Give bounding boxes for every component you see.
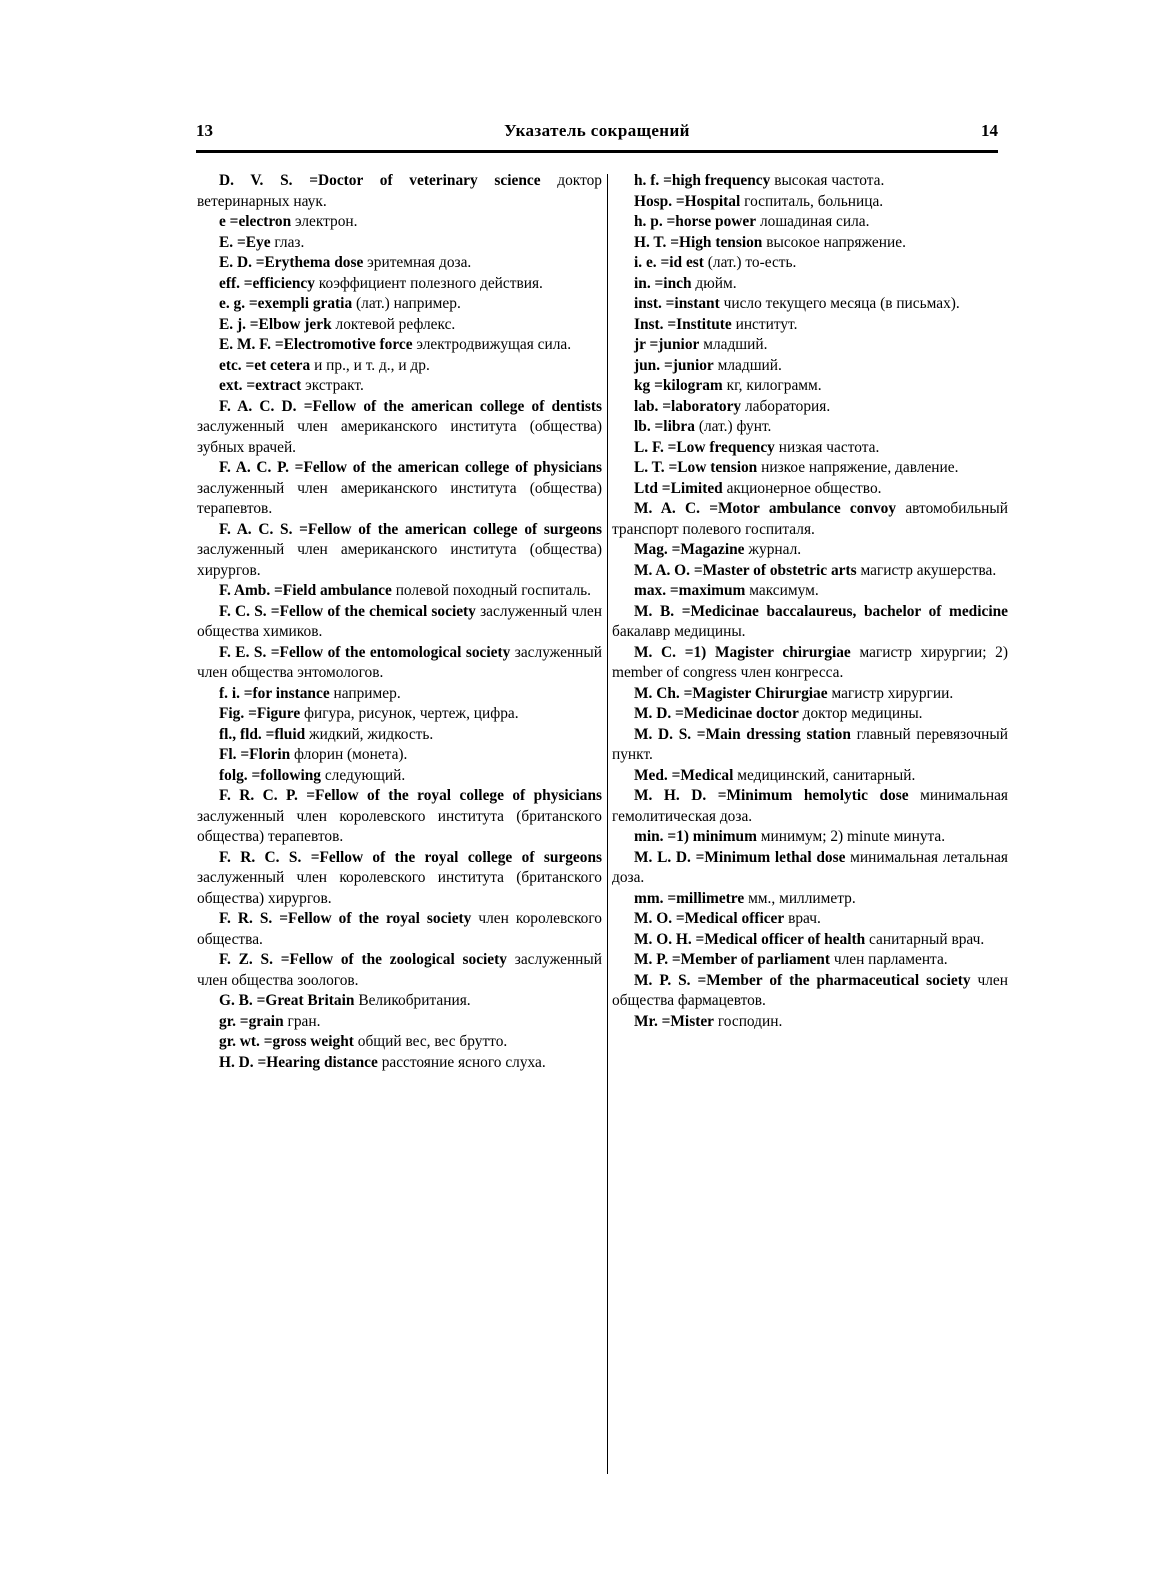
entry-definition: дюйм.: [695, 274, 737, 292]
entry-abbreviation: Inst. =Institute: [634, 315, 732, 333]
dictionary-entry: [612, 294, 1008, 315]
entry-abbreviation: fl., fld. =fluid: [219, 725, 306, 743]
dictionary-entry: [612, 233, 1008, 254]
entry-abbreviation: F. A. C. S. =Fellow of the american college of surgeons: [219, 520, 602, 538]
entry-definition: экстракт.: [305, 377, 364, 394]
entry-definition: низкая частота.: [778, 438, 880, 456]
entry-definition: электродвижущая сила.: [416, 336, 572, 353]
entry-abbreviation: M. O. H. =Medical officer of health: [634, 930, 866, 948]
entry-abbreviation: E. =Eye: [219, 233, 271, 251]
entry-definition: госпиталь, больница.: [744, 192, 884, 210]
dictionary-entry: [612, 725, 1008, 766]
dictionary-entry: [612, 827, 1008, 848]
dictionary-entry: [612, 417, 1008, 438]
entry-abbreviation: Mag. =Magazine: [634, 541, 745, 558]
dictionary-entry: [612, 561, 1008, 582]
entry-abbreviation: e. g. =exempli gratia: [219, 295, 353, 312]
dictionary-entry: [612, 540, 1008, 561]
entry-definition: журнал.: [748, 541, 802, 558]
dictionary-entry: [612, 315, 1008, 336]
entry-definition: заслуженный член общества зоологов.: [197, 951, 602, 989]
entry-abbreviation: gr. wt. =gross weight: [219, 1033, 354, 1050]
page-number-left: 13: [196, 121, 213, 140]
dictionary-entry: [197, 1053, 602, 1074]
entry-abbreviation: M. P. S. =Member of the pharmaceutical society: [634, 971, 971, 989]
dictionary-entry: [197, 766, 602, 787]
entry-abbreviation: M. L. D. =Minimum lethal dose: [634, 848, 846, 866]
entry-abbreviation: E. D. =Erythema dose: [219, 254, 364, 271]
dictionary-entry: [612, 684, 1008, 705]
dictionary-entry: [197, 704, 602, 725]
dictionary-entry: [197, 397, 602, 459]
entry-definition: фигура, рисунок, чертеж, цифра.: [304, 705, 519, 722]
dictionary-entry: [612, 356, 1008, 377]
entry-abbreviation: Hosp. =Hospital: [634, 192, 741, 210]
dictionary-entry: [612, 499, 1008, 540]
entry-abbreviation: M. Ch. =Magister Chirurgiae: [634, 684, 828, 702]
dictionary-entry: [197, 356, 602, 377]
entry-definition: число текущего месяца (в письмах).: [723, 295, 960, 312]
dictionary-entry: [197, 950, 602, 991]
entry-definition: магистр хирургии.: [831, 684, 954, 702]
dictionary-entry: [612, 458, 1008, 479]
entry-definition: низкое напряжение, давление.: [761, 459, 959, 476]
dictionary-entry: [197, 315, 602, 336]
dictionary-entry: [612, 212, 1008, 233]
entry-abbreviation: M. P. =Member of parliament: [634, 951, 830, 968]
dictionary-entry: [612, 438, 1008, 459]
dictionary-entry: [612, 930, 1008, 951]
entry-definition: мм., миллиметр.: [748, 889, 856, 907]
entry-definition: гран.: [287, 1012, 321, 1030]
entry-definition: (лат.) то-есть.: [707, 254, 797, 271]
entry-abbreviation: Fl. =Florin: [219, 746, 291, 763]
dictionary-entry: [612, 602, 1008, 643]
dictionary-entry: [197, 991, 602, 1012]
entry-abbreviation: F. R. C. S. =Fellow of the royal college of surgeons: [219, 848, 602, 866]
entry-definition: расстояние ясного слуха.: [381, 1053, 546, 1071]
entry-abbreviation: F. C. S. =Fellow of the chemical society: [219, 602, 476, 620]
entry-abbreviation: lb. =libra: [634, 418, 695, 435]
entry-abbreviation: mm. =millimetre: [634, 889, 745, 907]
dictionary-entry: [197, 745, 602, 766]
entry-definition: эритемная доза.: [367, 254, 472, 271]
entry-abbreviation: F. A. C. P. =Fellow of the american college of physicians: [219, 459, 602, 476]
dictionary-entry: [612, 643, 1008, 684]
dictionary-entry: [197, 1032, 602, 1053]
dictionary-entry: [612, 704, 1008, 725]
dictionary-entry: [612, 909, 1008, 930]
entry-abbreviation: F. R. S. =Fellow of the royal society: [219, 910, 472, 927]
entry-abbreviation: jr =junior: [634, 336, 700, 353]
entry-abbreviation: F. R. C. P. =Fellow of the royal college of physicians: [219, 787, 602, 804]
dictionary-entry: [612, 848, 1008, 889]
entry-definition: минимум; 2) minute минута.: [760, 828, 946, 845]
entry-abbreviation: H. D. =Hearing distance: [219, 1053, 378, 1071]
entry-definition: институт.: [735, 315, 798, 333]
entry-abbreviation: M. A. O. =Master of obstetric arts: [634, 561, 857, 579]
entry-definition: заслуженный член общества энтомологов.: [197, 643, 602, 681]
dictionary-entry: [612, 889, 1008, 910]
entry-abbreviation: Med. =Medical: [634, 766, 734, 784]
entry-definition: младший.: [703, 336, 768, 353]
entry-abbreviation: Mr. =Mister: [634, 1012, 714, 1030]
dictionary-entry: [612, 335, 1008, 356]
entry-definition: акционерное общество.: [726, 479, 882, 497]
entry-abbreviation: M. A. C. =Motor ambulance convoy: [634, 500, 897, 517]
header-rule: [196, 150, 998, 153]
entry-abbreviation: max. =maximum: [634, 582, 746, 599]
entry-definition: член парламента.: [833, 951, 948, 968]
dictionary-entry: [612, 581, 1008, 602]
entry-abbreviation: M. C. =1) Magister chirurgiae: [634, 643, 851, 661]
entry-definition: заслуженный член американского института (общества) хирургов.: [197, 541, 602, 579]
dictionary-entry: [612, 950, 1008, 971]
dictionary-entry: [612, 971, 1008, 1012]
entry-abbreviation: H. T. =High tension: [634, 233, 763, 251]
running-title: Указатель сокращений: [504, 121, 690, 140]
entry-abbreviation: gr. =grain: [219, 1012, 284, 1030]
entry-definition: доктор медицины.: [802, 705, 923, 722]
entry-definition: высокая частота.: [774, 172, 885, 189]
entry-definition: и пр., и т. д., и др.: [314, 356, 430, 374]
dictionary-entry: [197, 376, 602, 397]
column-divider: [607, 174, 608, 1474]
dictionary-entry: [197, 1012, 602, 1033]
entry-abbreviation: F. E. S. =Fellow of the entomological society: [219, 643, 511, 661]
page-number-right: 14: [981, 121, 998, 140]
entry-definition: флорин (монета).: [294, 746, 408, 763]
dictionary-entry: [612, 786, 1008, 827]
entry-abbreviation: eff. =efficiency: [219, 274, 315, 292]
entry-abbreviation: M. D. =Medicinae doctor: [634, 705, 799, 722]
entry-abbreviation: Ltd =Limited: [634, 479, 723, 497]
entry-abbreviation: L. F. =Low frequency: [634, 438, 775, 456]
entry-definition: санитарный врач.: [869, 930, 985, 948]
dictionary-entry: [197, 458, 602, 520]
entry-definition: медицинский, санитарный.: [737, 766, 916, 784]
left-column: [197, 171, 602, 1073]
entry-definition: магистр хирургии; 2) member of congress член конгресса.: [612, 643, 1008, 681]
entry-definition: главный перевязочный пункт.: [612, 725, 1008, 763]
entry-definition: заслуженный член американского института (общества) терапевтов.: [197, 479, 602, 517]
entry-abbreviation: F. Z. S. =Fellow of the zoological society: [219, 951, 507, 968]
entry-definition: следующий.: [324, 766, 406, 784]
entry-abbreviation: e =electron: [219, 213, 292, 230]
dictionary-entry: [197, 253, 602, 274]
entry-abbreviation: inst. =instant: [634, 295, 720, 312]
entry-abbreviation: f. i. =for instance: [219, 684, 330, 702]
entry-definition: автомобильный транспорт полевого госпиталя.: [612, 500, 1008, 538]
entry-abbreviation: jun. =junior: [634, 356, 714, 374]
entry-definition: заслуженный член королевского института (британского общества) терапевтов.: [197, 807, 602, 845]
entry-abbreviation: F. Amb. =Field ambulance: [219, 582, 392, 599]
dictionary-entry: [612, 766, 1008, 787]
entry-abbreviation: i. e. =id est: [634, 254, 704, 271]
entry-definition: кг, килограмм.: [726, 377, 822, 394]
dictionary-entry: [612, 376, 1008, 397]
dictionary-entry: [197, 233, 602, 254]
entry-definition: полевой походный госпиталь.: [395, 582, 592, 599]
entry-abbreviation: kg =kilogram: [634, 377, 723, 394]
entry-abbreviation: M. O. =Medical officer: [634, 910, 785, 927]
entry-definition: (лат.) фунт.: [698, 418, 772, 435]
entry-definition: врач.: [788, 910, 821, 927]
entry-definition: бакалавр медицины.: [612, 623, 746, 640]
entry-definition: лаборатория.: [744, 397, 831, 415]
entry-definition: лошадиная сила.: [759, 213, 870, 230]
dictionary-entry: [612, 253, 1008, 274]
dictionary-entry: [197, 643, 602, 684]
dictionary-entry: [612, 274, 1008, 295]
entry-abbreviation: h. f. =high frequency: [634, 172, 771, 189]
entry-definition: заслуженный член королевского института (британского общества) хирургов.: [197, 869, 602, 907]
entry-abbreviation: M. H. D. =Minimum hemolytic dose: [634, 787, 909, 804]
entry-abbreviation: M. B. =Medicinae baccalaureus, bachelor of medicine: [634, 602, 1008, 620]
entry-definition: например.: [333, 684, 401, 702]
entry-definition: минимальная гемолитическая доза.: [612, 787, 1008, 825]
entry-definition: заслуженный член американского института (общества) зубных врачей.: [197, 418, 602, 456]
dictionary-entry: [197, 786, 602, 848]
entry-definition: жидкий, жидкость.: [309, 725, 434, 743]
dictionary-entry: [197, 909, 602, 950]
entry-abbreviation: ext. =extract: [219, 377, 302, 394]
dictionary-entry: [612, 1012, 1008, 1033]
entry-definition: максимум.: [749, 582, 819, 599]
entry-abbreviation: D. V. S. =Doctor of veterinary science: [219, 172, 541, 189]
entry-abbreviation: F. A. C. D. =Fellow of the american college of dentists: [219, 397, 602, 415]
entry-definition: локтевой рефлекс.: [335, 315, 456, 333]
entry-definition: заслуженный член общества химиков.: [197, 602, 602, 640]
entry-abbreviation: folg. =following: [219, 766, 321, 784]
dictionary-entry: [197, 581, 602, 602]
dictionary-entry: [197, 725, 602, 746]
entry-abbreviation: lab. =laboratory: [634, 397, 742, 415]
entry-definition: высокое напряжение.: [766, 233, 906, 251]
entry-definition: (лат.) например.: [356, 295, 461, 312]
entry-definition: коэффициент полезного действия.: [318, 274, 543, 292]
entry-definition: младший.: [717, 356, 782, 374]
dictionary-entry: [197, 602, 602, 643]
dictionary-entry: [197, 335, 602, 356]
entry-abbreviation: G. B. =Great Britain: [219, 992, 355, 1009]
entry-definition: Великобритания.: [358, 992, 471, 1009]
dictionary-entry: [197, 520, 602, 582]
running-header: [196, 121, 998, 145]
dictionary-entry: [197, 274, 602, 295]
entry-abbreviation: etc. =et cetera: [219, 356, 311, 374]
entry-abbreviation: Fig. =Figure: [219, 705, 301, 722]
dictionary-entry: [612, 192, 1008, 213]
entry-definition: магистр акушерства.: [860, 561, 997, 579]
entry-abbreviation: E. j. =Elbow jerk: [219, 315, 332, 333]
dictionary-entry: [612, 479, 1008, 500]
dictionary-entry: [197, 171, 602, 212]
entry-abbreviation: in. =inch: [634, 274, 692, 292]
entry-abbreviation: E. M. F. =Electromotive force: [219, 336, 413, 353]
dictionary-entry: [197, 684, 602, 705]
entry-definition: глаз.: [274, 233, 305, 251]
entry-abbreviation: h. p. =horse power: [634, 213, 757, 230]
entry-definition: член королевского общества.: [197, 910, 602, 948]
entry-abbreviation: M. D. S. =Main dressing station: [634, 725, 851, 743]
entry-definition: общий вес, вес брутто.: [357, 1033, 508, 1050]
dictionary-entry: [612, 397, 1008, 418]
dictionary-entry: [197, 294, 602, 315]
entry-abbreviation: min. =1) minimum: [634, 828, 757, 845]
entry-definition: электрон.: [295, 213, 358, 230]
right-column: [612, 171, 1008, 1032]
dictionary-entry: [612, 171, 1008, 192]
entry-definition: доктор ветеринарных наук.: [197, 172, 602, 210]
entry-definition: член общества фармацевтов.: [612, 971, 1008, 1009]
dictionary-entry: [197, 848, 602, 910]
entry-definition: господин.: [717, 1012, 783, 1030]
entry-definition: минимальная летальная доза.: [612, 848, 1008, 886]
entry-abbreviation: L. T. =Low tension: [634, 459, 758, 476]
dictionary-entry: [197, 212, 602, 233]
